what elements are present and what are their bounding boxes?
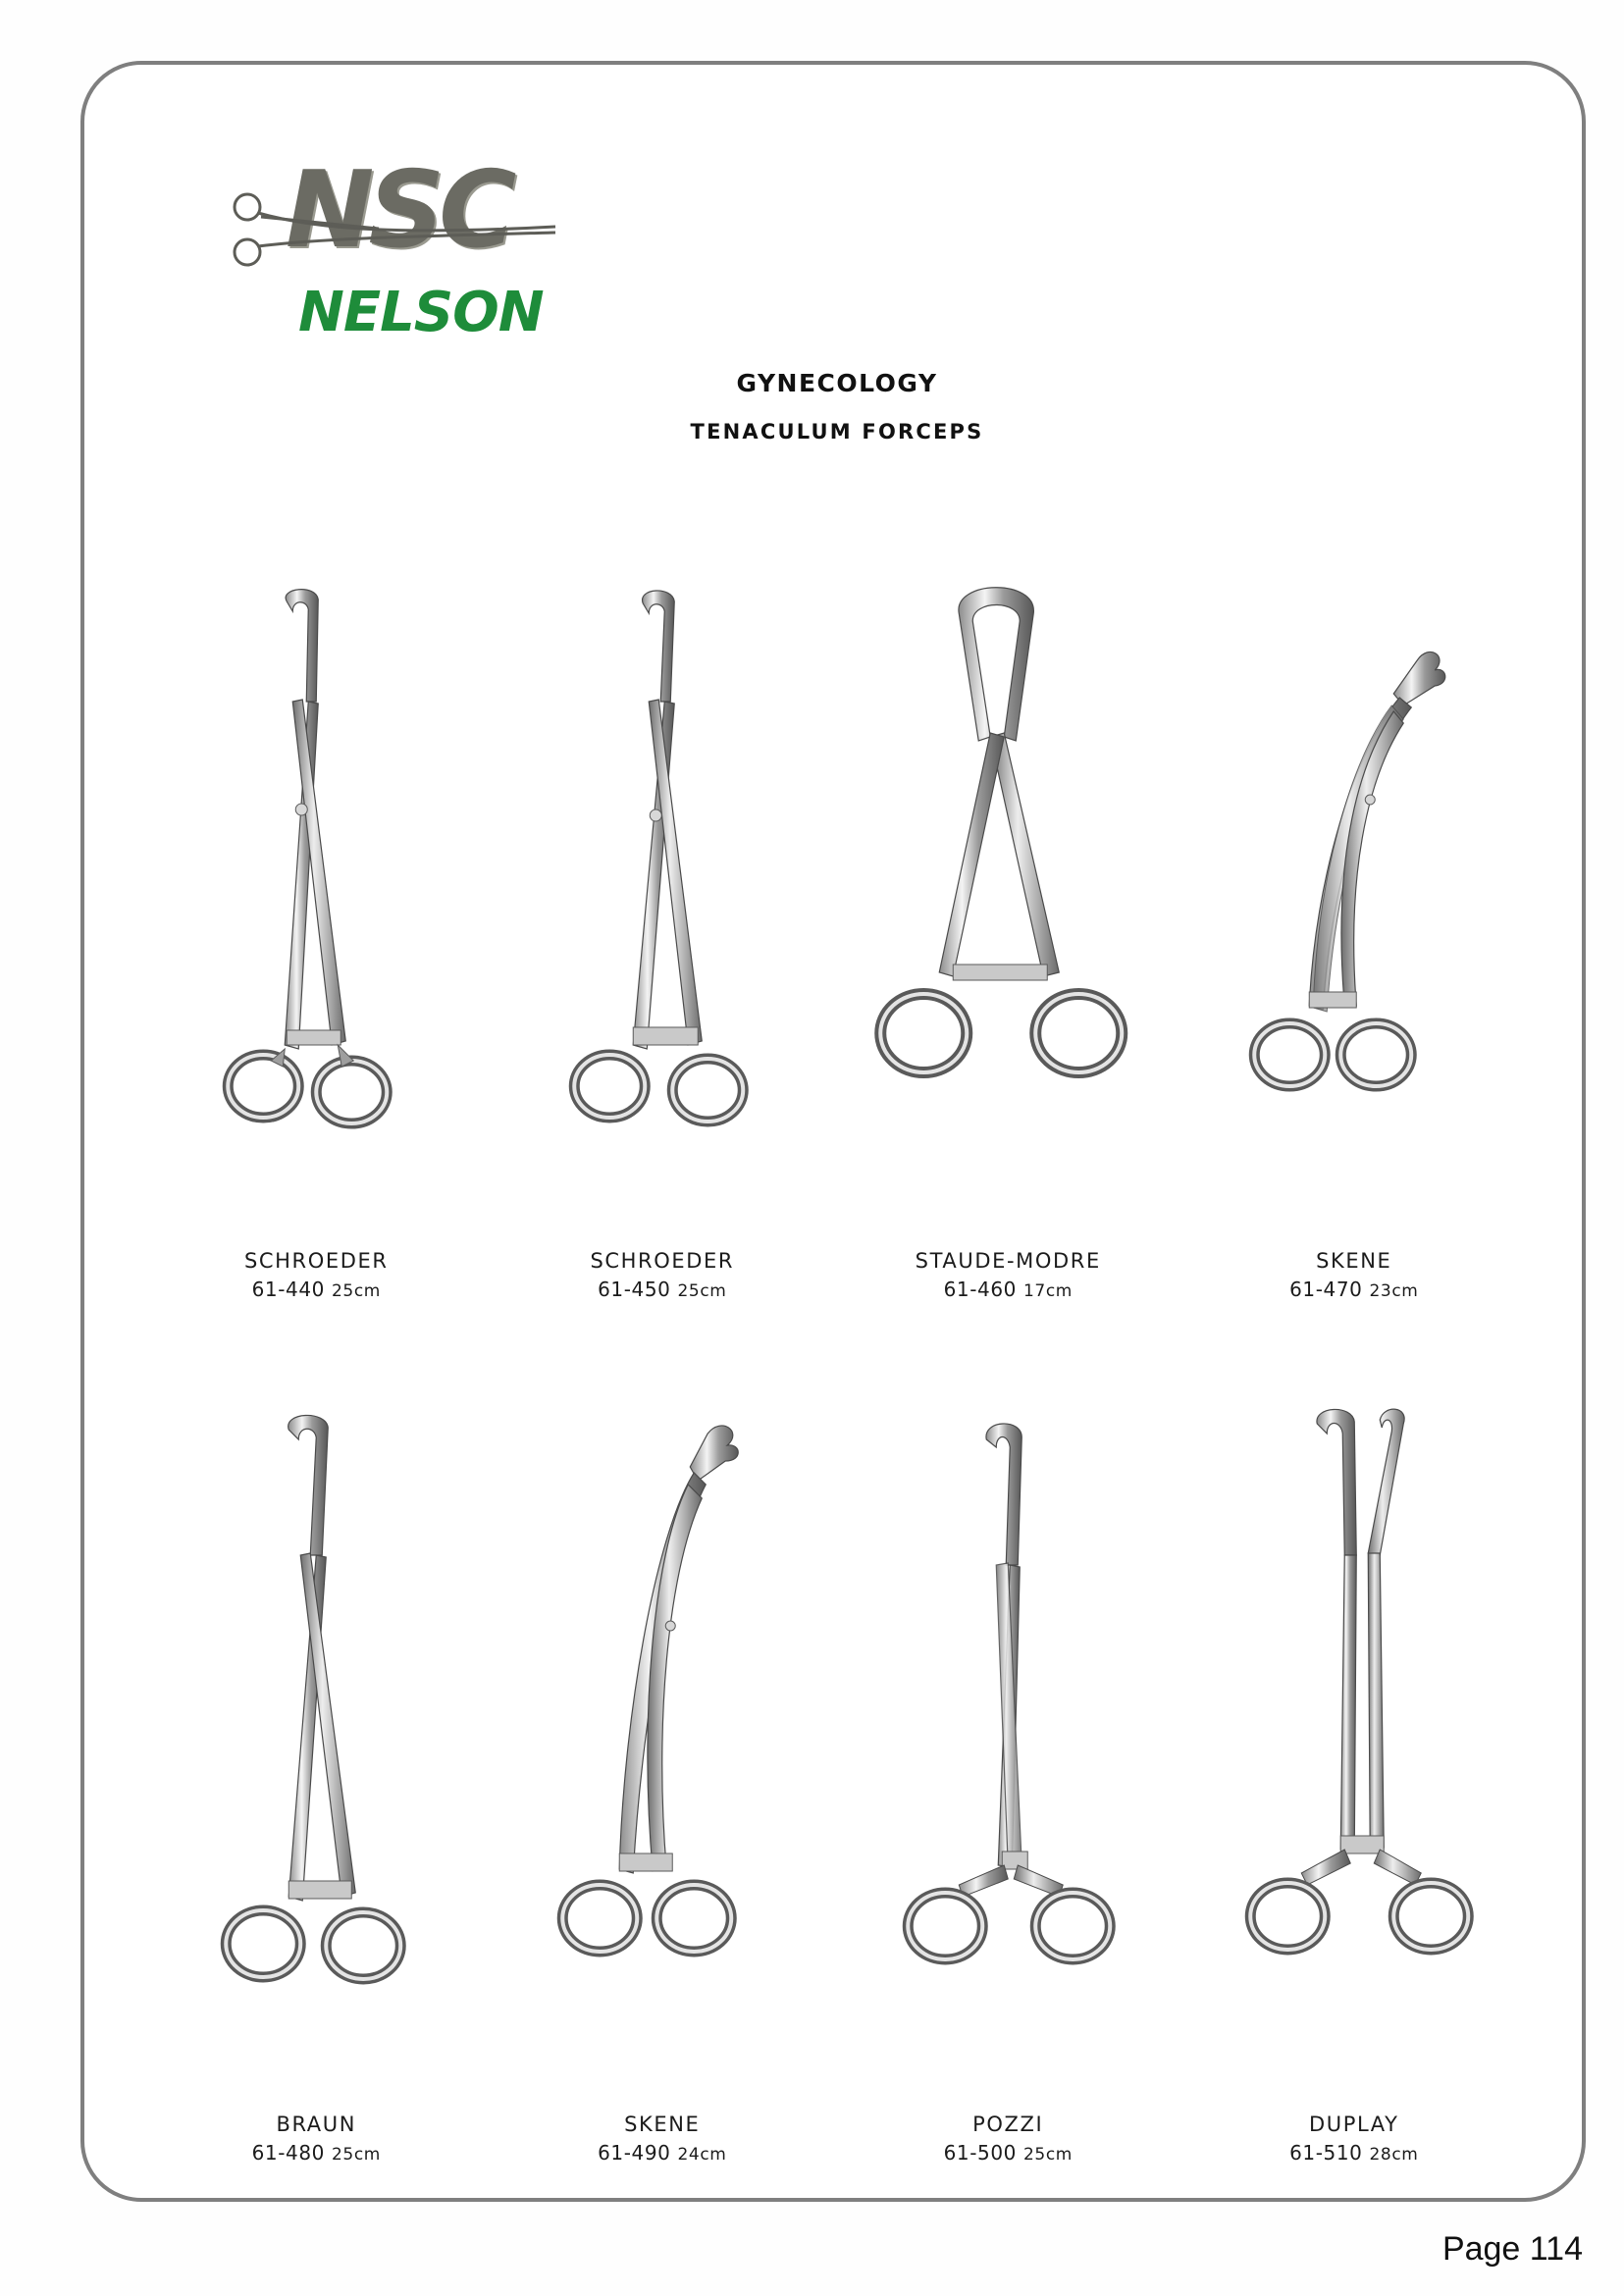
instrument-code-number: 61-500	[943, 2141, 1018, 2165]
instrument-name: SCHROEDER	[243, 1249, 389, 1273]
instrument-figure-straight	[490, 584, 836, 1231]
instrument-size: 23cm	[1369, 1281, 1419, 1301]
instrument-size: 25cm	[331, 2145, 381, 2165]
brand-logo	[232, 149, 585, 374]
instrument-code-number: 61-490	[598, 2141, 671, 2165]
instrument-code	[944, 1278, 1073, 1301]
page-number: Page 114	[1441, 2230, 1583, 2268]
instrument-name: SKENE	[624, 2113, 701, 2136]
catalog-row-1	[143, 526, 1527, 1301]
page-subtitle: TENACULUM FORCEPS	[690, 420, 984, 444]
instrument-name: SKENE	[1316, 1249, 1392, 1273]
page-card	[80, 61, 1586, 2202]
catalog-item	[490, 1350, 836, 2165]
instrument-code	[252, 1278, 381, 1301]
instrument-code	[598, 2141, 726, 2165]
instrument-figure-straight	[143, 1408, 490, 2095]
instrument-name: POZZI	[972, 2113, 1044, 2136]
instrument-code-number: 61-470	[1289, 1278, 1363, 1301]
catalog-item	[1181, 526, 1528, 1301]
instrument-size: 24cm	[677, 2145, 727, 2165]
instrument-figure-short	[835, 584, 1181, 1231]
instrument-code	[252, 2141, 381, 2165]
logo-name-text: NELSON	[298, 281, 544, 344]
logo-mark-text: NSC	[286, 149, 511, 272]
instrument-figure-curved	[490, 1408, 836, 2095]
page-title: GYNECOLOGY	[736, 369, 938, 397]
instrument-figure-straight	[1181, 1408, 1528, 2095]
instrument-code	[1289, 1278, 1418, 1301]
instrument-figure-straight	[143, 584, 490, 1231]
catalog-item	[835, 1350, 1181, 2165]
catalog-row-2	[143, 1350, 1527, 2165]
catalog-item	[835, 526, 1181, 1301]
instrument-size: 17cm	[1022, 1281, 1073, 1301]
instrument-figure-curved	[1181, 584, 1528, 1231]
instrument-size: 25cm	[1022, 2145, 1073, 2165]
instrument-code-number: 61-480	[251, 2141, 326, 2165]
instrument-name: BRAUN	[276, 2113, 357, 2136]
instrument-figure-straight	[835, 1408, 1181, 2095]
instrument-name: DUPLAY	[1308, 2113, 1399, 2136]
instrument-code	[598, 1278, 726, 1301]
catalog-item	[143, 526, 490, 1301]
instrument-size: 25cm	[677, 1281, 727, 1301]
instrument-name: STAUDE-MODRE	[915, 1249, 1101, 1273]
instrument-name: SCHROEDER	[590, 1249, 735, 1273]
instrument-code	[1289, 2141, 1418, 2165]
instrument-code-number: 61-460	[943, 1278, 1018, 1301]
instrument-code	[944, 2141, 1073, 2165]
catalog-item	[1181, 1350, 1528, 2165]
instrument-code-number: 61-510	[1289, 2141, 1363, 2165]
instrument-size: 25cm	[331, 1281, 381, 1301]
instrument-code-number: 61-440	[251, 1278, 326, 1301]
scissors-icon	[232, 187, 565, 286]
instrument-size: 28cm	[1369, 2145, 1419, 2165]
catalog-item	[490, 526, 836, 1301]
instrument-code-number: 61-450	[598, 1278, 671, 1301]
catalog-item	[143, 1350, 490, 2165]
